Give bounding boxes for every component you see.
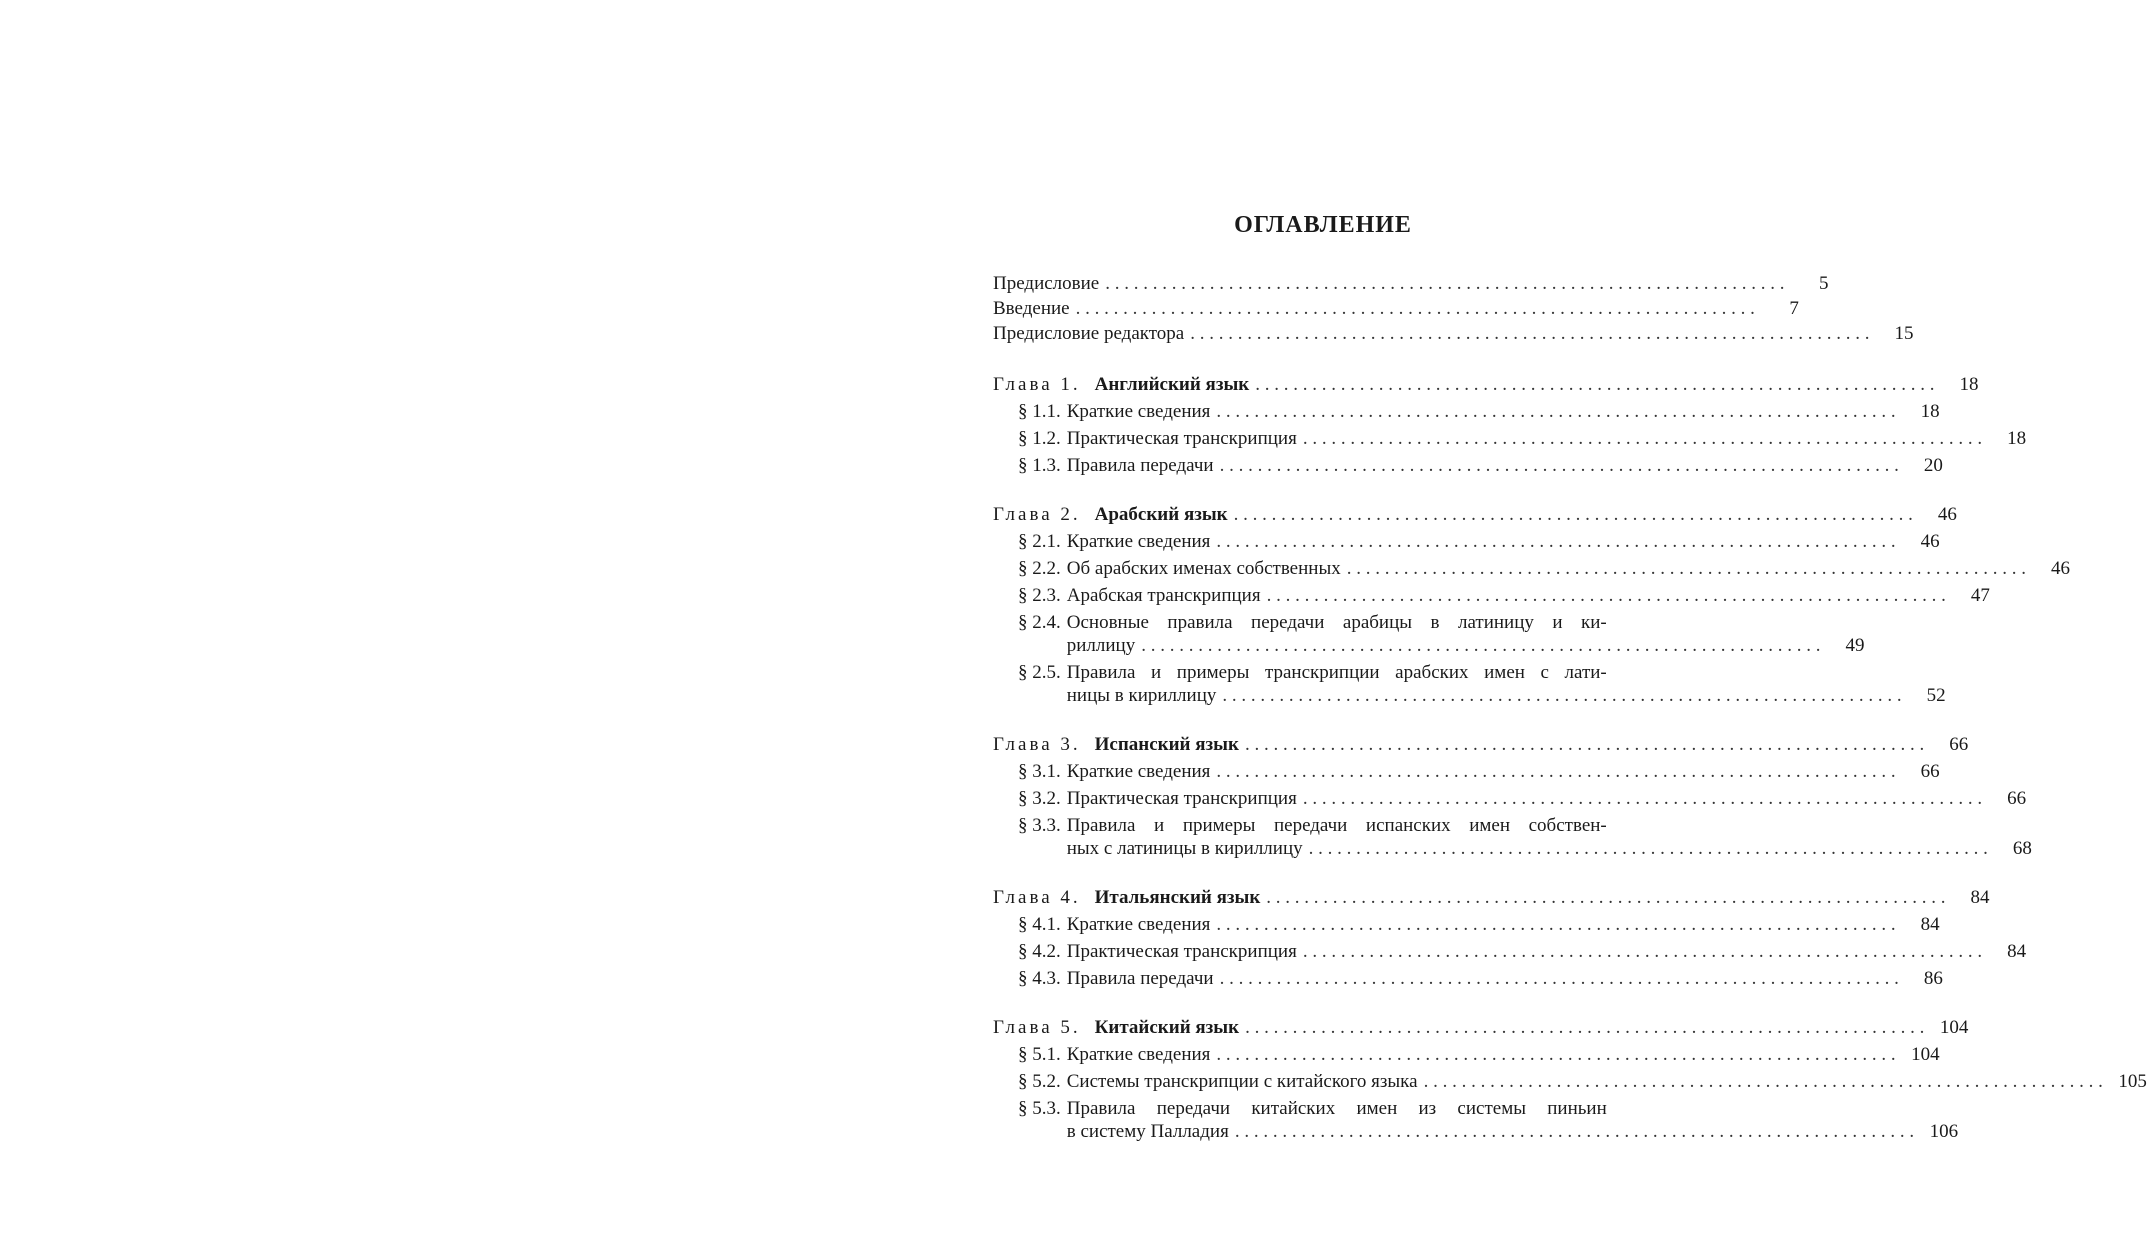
- dot-leader: [1234, 503, 1913, 526]
- section-title: Правила передачи: [1066, 455, 1214, 476]
- dot-leader: [1222, 684, 1901, 707]
- section-title: Краткие сведения: [1066, 531, 1211, 552]
- chapter-name: Китайский язык: [1094, 1017, 1240, 1038]
- dot-leader: [1303, 787, 1982, 810]
- dot-leader: [1424, 1070, 2103, 1093]
- section-title: Практическая транскрипция: [1066, 428, 1297, 449]
- page-number: 46: [2050, 558, 2070, 579]
- toc-section-1-1[interactable]: [993, 400, 1940, 423]
- dot-leader: [1255, 373, 1934, 396]
- toc-chapter-5[interactable]: [993, 1016, 1969, 1039]
- toc-section-3-3[interactable]: [993, 814, 2032, 860]
- section-number: § 2.4.: [1018, 612, 1061, 633]
- chapter-name: Английский язык: [1094, 374, 1250, 395]
- toc-section-5-3[interactable]: [993, 1097, 1959, 1143]
- page-number: 84: [2007, 941, 2027, 962]
- page-number: 84: [1920, 914, 1940, 935]
- toc-entry-introduction[interactable]: [993, 297, 1799, 320]
- page-number: 18: [2007, 428, 2027, 449]
- toc-section-2-4[interactable]: [993, 611, 1865, 657]
- dot-leader: [1141, 634, 1820, 657]
- section-title-line-1: Правила и примеры транскрипции арабских имен с лати-: [1066, 662, 1607, 683]
- page-title: ОГЛАВЛЕНИЕ: [1234, 212, 1412, 238]
- section-number: § 4.2.: [1018, 941, 1061, 962]
- toc-chapter-1[interactable]: [993, 373, 1979, 396]
- section-title-line-2: риллицу: [1066, 635, 1136, 656]
- page-number: 66: [1949, 734, 1969, 755]
- toc-entry-preface[interactable]: [993, 272, 1829, 295]
- dot-leader: [1235, 1120, 1914, 1143]
- section-number: § 3.3.: [1018, 815, 1061, 836]
- section-number: § 1.2.: [1018, 428, 1061, 449]
- section-title: Краткие сведения: [1066, 761, 1211, 782]
- dot-leader: [1303, 940, 1982, 963]
- dot-leader: [1216, 400, 1895, 423]
- section-title-line-2: ных с латиницы в кириллицу: [1066, 838, 1303, 859]
- toc-chapter-2[interactable]: [993, 503, 1957, 526]
- chapter-label: Глава 3.: [993, 734, 1081, 755]
- dot-leader: [1216, 1043, 1895, 1066]
- toc-section-4-3[interactable]: [993, 967, 1943, 990]
- section-number: § 1.3.: [1018, 455, 1061, 476]
- toc-section-2-1[interactable]: [993, 530, 1940, 553]
- page-number: 47: [1970, 585, 1990, 606]
- section-title-line-2: в систему Палладия: [1066, 1121, 1229, 1142]
- page-number: 104: [1911, 1044, 1940, 1065]
- dot-leader: [1190, 322, 1869, 345]
- section-number: § 1.1.: [1018, 401, 1061, 422]
- section-number: § 3.1.: [1018, 761, 1061, 782]
- dot-leader: [1216, 760, 1895, 783]
- toc-section-4-2[interactable]: [993, 940, 2027, 963]
- section-title: Практическая транскрипция: [1066, 941, 1297, 962]
- section-title: Краткие сведения: [1066, 1044, 1211, 1065]
- dot-leader: [1216, 530, 1895, 553]
- page-number: 15: [1894, 323, 1914, 344]
- section-number: § 5.3.: [1018, 1098, 1061, 1119]
- page-number: 20: [1923, 455, 1943, 476]
- chapter-label: Глава 1.: [993, 374, 1081, 395]
- page-number: 5: [1818, 273, 1829, 294]
- dot-leader: [1303, 427, 1982, 450]
- page-number: 66: [1920, 761, 1940, 782]
- page-number: 68: [2012, 838, 2032, 859]
- toc-section-1-2[interactable]: [993, 427, 2027, 450]
- section-number: § 3.2.: [1018, 788, 1061, 809]
- section-title: Краткие сведения: [1066, 401, 1211, 422]
- section-title: Краткие сведения: [1066, 914, 1211, 935]
- section-title: Системы транскрипции с китайского языка: [1066, 1071, 1418, 1092]
- chapter-name: Арабский язык: [1094, 504, 1228, 525]
- dot-leader: [1076, 297, 1755, 320]
- section-number: § 2.5.: [1018, 662, 1061, 683]
- chapter-label: Глава 5.: [993, 1017, 1081, 1038]
- toc-section-3-1[interactable]: [993, 760, 1940, 783]
- dot-leader: [1266, 886, 1945, 909]
- dot-leader: [1267, 584, 1946, 607]
- toc-section-3-2[interactable]: [993, 787, 2027, 810]
- section-title: Правила передачи: [1066, 968, 1214, 989]
- toc-section-5-2[interactable]: [993, 1070, 2147, 1093]
- section-title-line-2: ницы в кириллицу: [1066, 685, 1217, 706]
- dot-leader: [1309, 837, 1988, 860]
- toc-section-2-2[interactable]: [993, 557, 2070, 580]
- entry-label: Предисловие редактора: [993, 323, 1185, 344]
- dot-leader: [1245, 1016, 1924, 1039]
- section-title-line-1: Основные правила передачи арабицы в латиницу и ки-: [1066, 612, 1607, 633]
- toc-chapter-4[interactable]: [993, 886, 1990, 909]
- toc-chapter-3[interactable]: [993, 733, 1969, 756]
- page-number: 66: [2007, 788, 2027, 809]
- dot-leader: [1220, 454, 1899, 477]
- chapter-name: Итальянский язык: [1094, 887, 1261, 908]
- page-number: 86: [1923, 968, 1943, 989]
- toc-section-1-3[interactable]: [993, 454, 1943, 477]
- dot-leader: [1220, 967, 1899, 990]
- section-number: § 4.1.: [1018, 914, 1061, 935]
- section-title-line-1: Правила передачи китайских имен из системы пиньин: [1066, 1098, 1607, 1119]
- chapter-label: Глава 2.: [993, 504, 1081, 525]
- section-title-line-1: Правила и примеры передачи испанских имен собствен-: [1066, 815, 1607, 836]
- section-number: § 2.3.: [1018, 585, 1061, 606]
- section-title: Практическая транскрипция: [1066, 788, 1297, 809]
- section-title: Об арабских именах собственных: [1066, 558, 1341, 579]
- section-number: § 4.3.: [1018, 968, 1061, 989]
- page-number: 46: [1937, 504, 1957, 525]
- chapter-name: Испанский язык: [1094, 734, 1239, 755]
- dot-leader: [1245, 733, 1924, 756]
- page-number: 49: [1845, 635, 1865, 656]
- toc-entry-editor-preface[interactable]: [993, 322, 1914, 345]
- toc-section-4-1[interactable]: [993, 913, 1940, 936]
- dot-leader: [1216, 913, 1895, 936]
- section-number: § 5.1.: [1018, 1044, 1061, 1065]
- page-number: 52: [1926, 685, 1946, 706]
- section-number: § 2.1.: [1018, 531, 1061, 552]
- page-number: 7: [1789, 298, 1799, 319]
- entry-label: Предисловие: [993, 273, 1100, 294]
- page-number: 18: [1920, 401, 1940, 422]
- page-number: 106: [1929, 1121, 1959, 1142]
- page-number: 18: [1959, 374, 1979, 395]
- entry-label: Введение: [993, 298, 1070, 319]
- section-number: § 5.2.: [1018, 1071, 1061, 1092]
- page-number: 104: [1939, 1017, 1969, 1038]
- page-number: 105: [2118, 1071, 2147, 1092]
- page-number: 46: [1920, 531, 1940, 552]
- section-title: Арабская транскрипция: [1066, 585, 1261, 606]
- toc-section-2-3[interactable]: [993, 584, 1990, 607]
- section-number: § 2.2.: [1018, 558, 1061, 579]
- toc-section-2-5[interactable]: [993, 661, 1946, 707]
- chapter-label: Глава 4.: [993, 887, 1081, 908]
- toc-list: [993, 272, 2147, 1147]
- dot-leader: [1105, 272, 1784, 295]
- dot-leader: [1347, 557, 2026, 580]
- page-number: 84: [1970, 887, 1990, 908]
- toc-section-5-1[interactable]: [993, 1043, 1940, 1066]
